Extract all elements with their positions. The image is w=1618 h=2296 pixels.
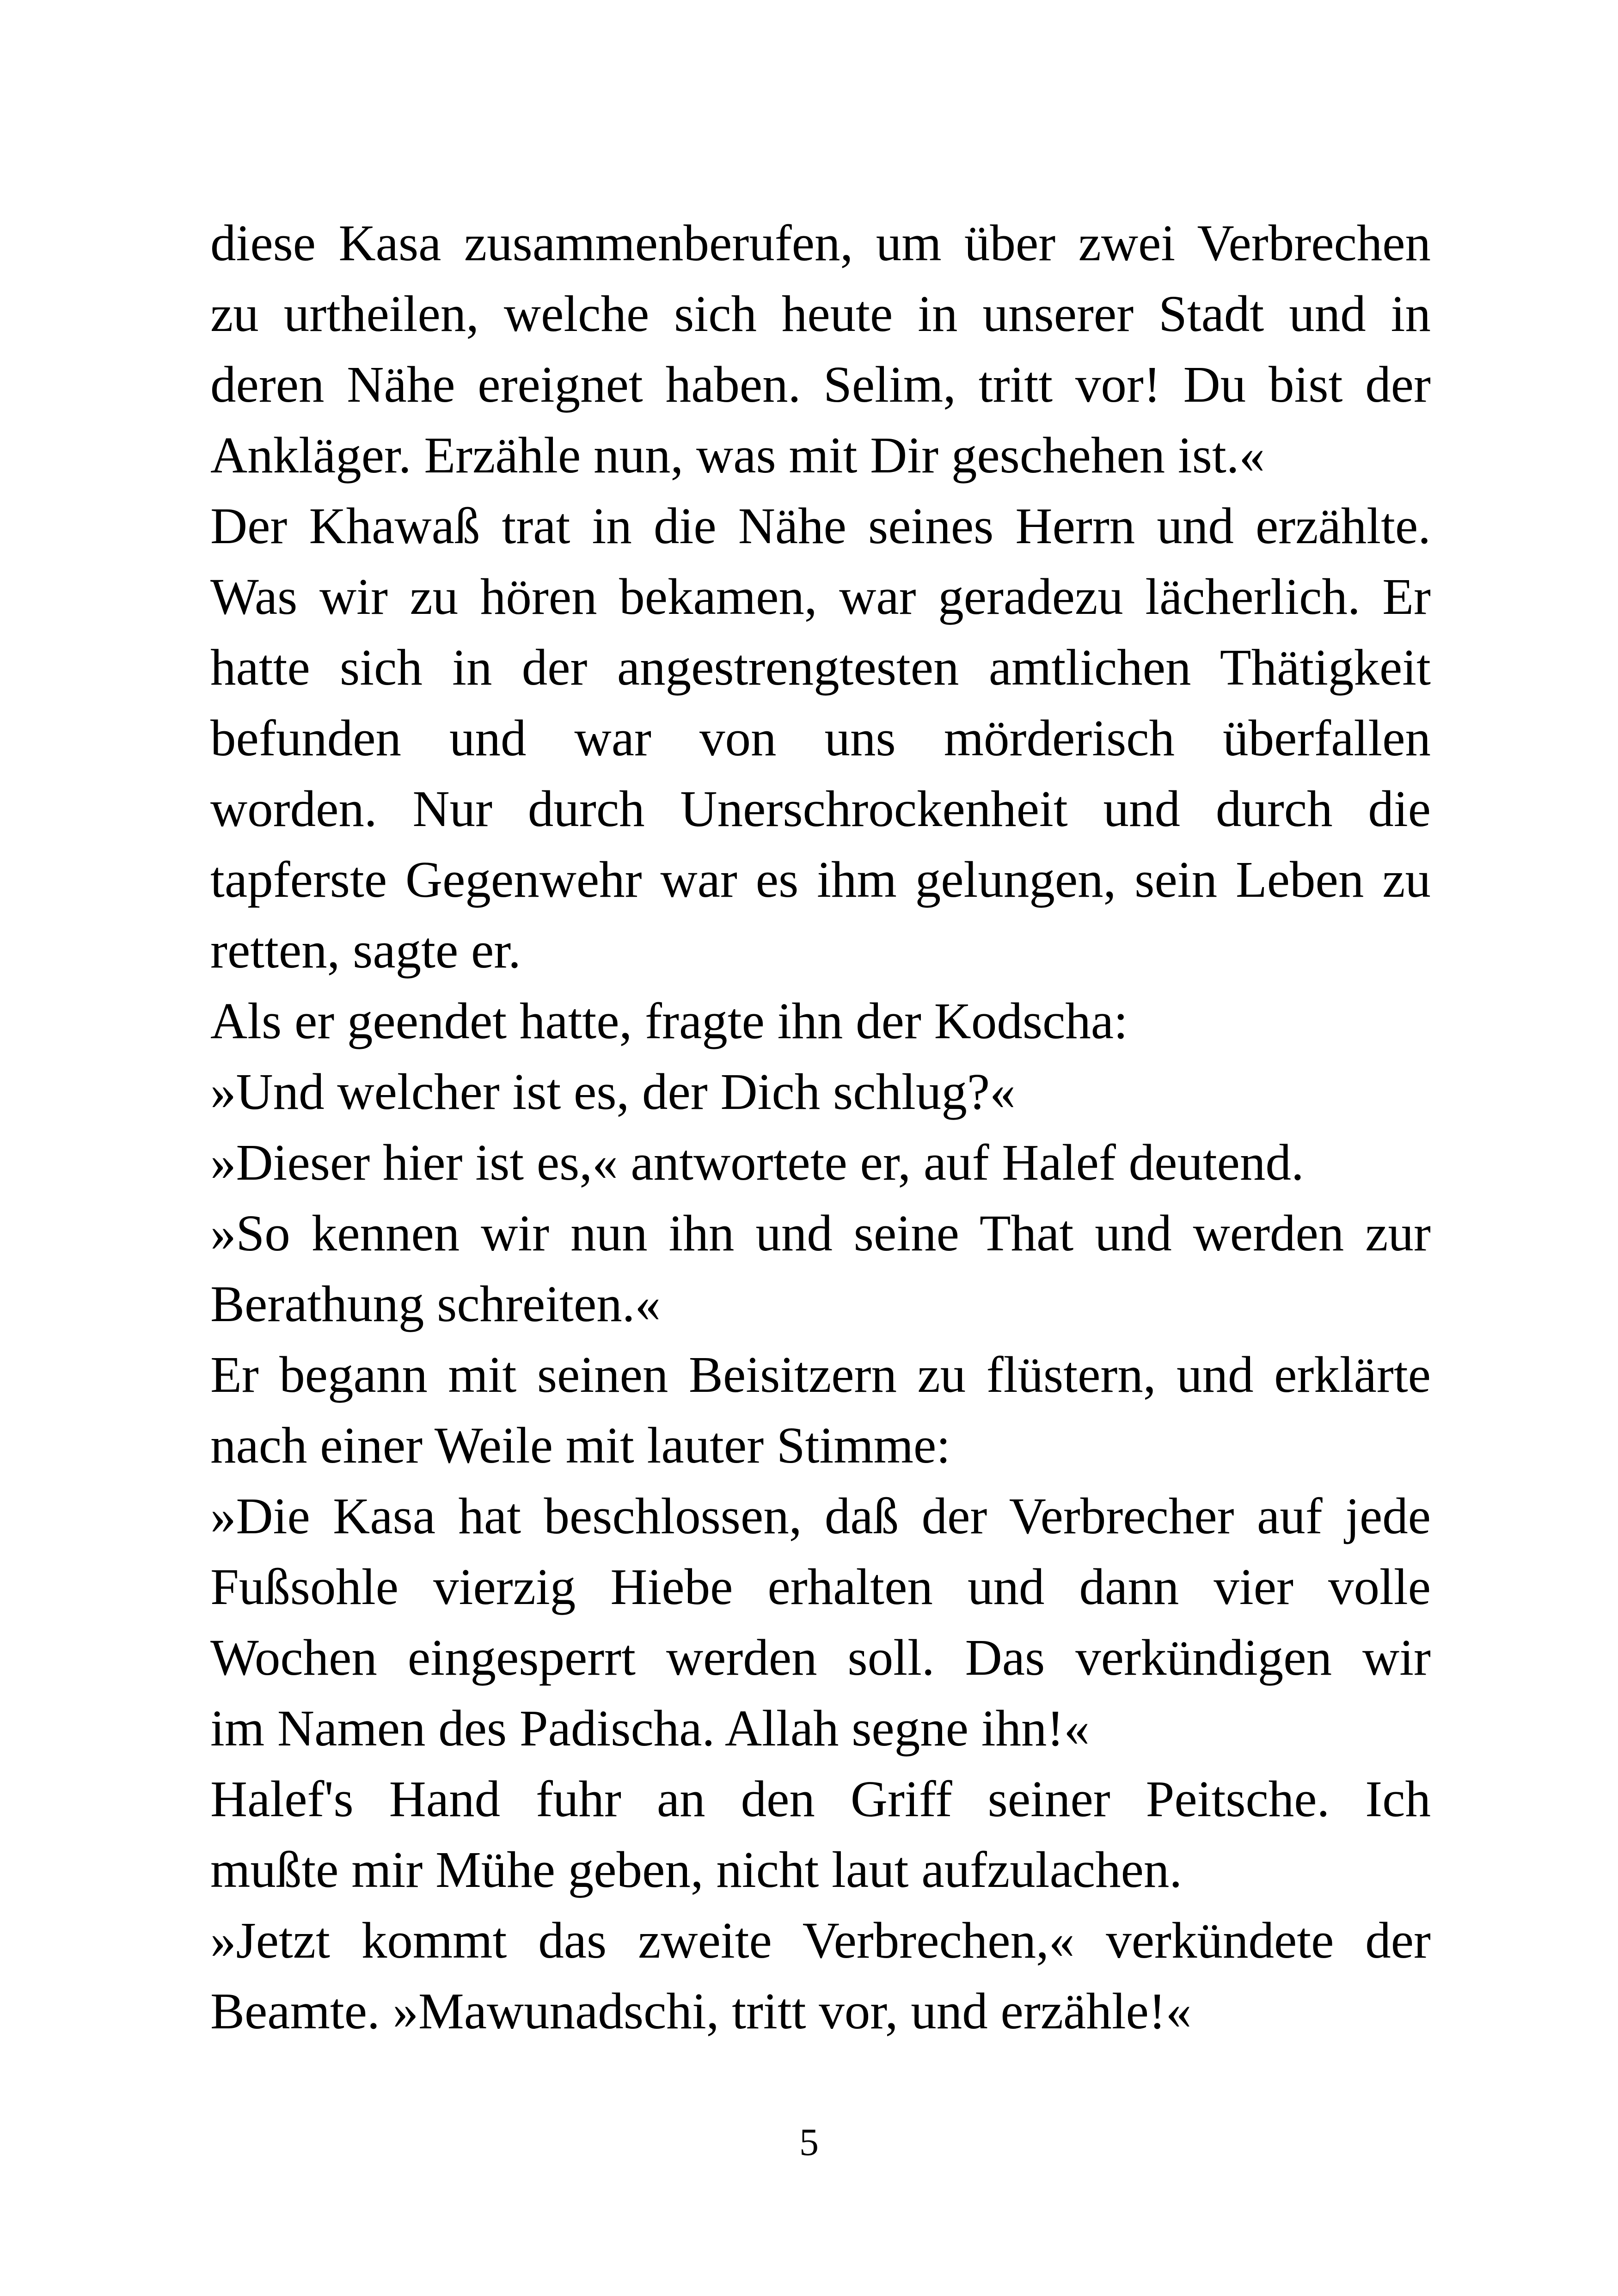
text-line: Halef's Hand fuhr an den Griff seiner Peitsche. Ich (210, 1771, 1431, 1828)
text-line: Was wir zu hören bekamen, war geradezu lächerlich. Er (210, 569, 1431, 625)
text-line: »Jetzt kommt das zweite Verbrechen,« verkündete der (210, 1912, 1431, 1969)
text-line: tapferste Gegenwehr war es ihm gelungen, sein Leben zu (210, 851, 1431, 908)
text-line: »So kennen wir nun ihn und seine That und werden zur (210, 1205, 1431, 1262)
text-line: zu urtheilen, welche sich heute in unserer Stadt und in (210, 286, 1431, 343)
text-line: im Namen des Padischa. Allah segne ihn!« (210, 1700, 1090, 1757)
text-line: nach einer Weile mit lauter Stimme: (210, 1417, 951, 1474)
text-line: Er begann mit seinen Beisitzern zu flüstern, und erklärte (210, 1347, 1431, 1403)
text-line: »Dieser hier ist es,« antwortete er, auf Halef deutend. (210, 1134, 1304, 1191)
text-line: diese Kasa zusammenberufen, um über zwei Verbrechen (210, 215, 1431, 272)
text-line: Ankläger. Erzähle nun, was mit Dir geschehen ist.« (210, 427, 1265, 484)
text-line: Beamte. »Mawunadschi, tritt vor, und erzähle!« (210, 1983, 1192, 2040)
text-line: Als er geendet hatte, fragte ihn der Kodscha: (210, 993, 1128, 1050)
text-line: »Und welcher ist es, der Dich schlug?« (210, 1064, 1016, 1120)
text-line: Berathung schreiten.« (210, 1276, 661, 1333)
text-line: Fußsohle vierzig Hiebe erhalten und dann vier volle (210, 1559, 1431, 1616)
text-line: deren Nähe ereignet haben. Selim, tritt vor! Du bist der (210, 356, 1431, 413)
text-line: hatte sich in der angestrengtesten amtlichen Thätigkeit (210, 639, 1431, 696)
text-line: retten, sagte er. (210, 922, 521, 979)
text-line: befunden und war von uns mörderisch überfallen (210, 710, 1431, 767)
text-line: Wochen eingesperrt werden soll. Das verkündigen wir (210, 1629, 1431, 1686)
page-number: 5 (799, 2121, 819, 2164)
text-line: mußte mir Mühe geben, nicht laut aufzulachen. (210, 1842, 1183, 1898)
body-text (210, 208, 1431, 2047)
text-line: worden. Nur durch Unerschrockenheit und durch die (210, 781, 1431, 838)
text-line: »Die Kasa hat beschlossen, daß der Verbrecher auf jede (210, 1488, 1431, 1545)
text-line: Der Khawaß trat in die Nähe seines Herrn und erzählte. (210, 498, 1431, 555)
